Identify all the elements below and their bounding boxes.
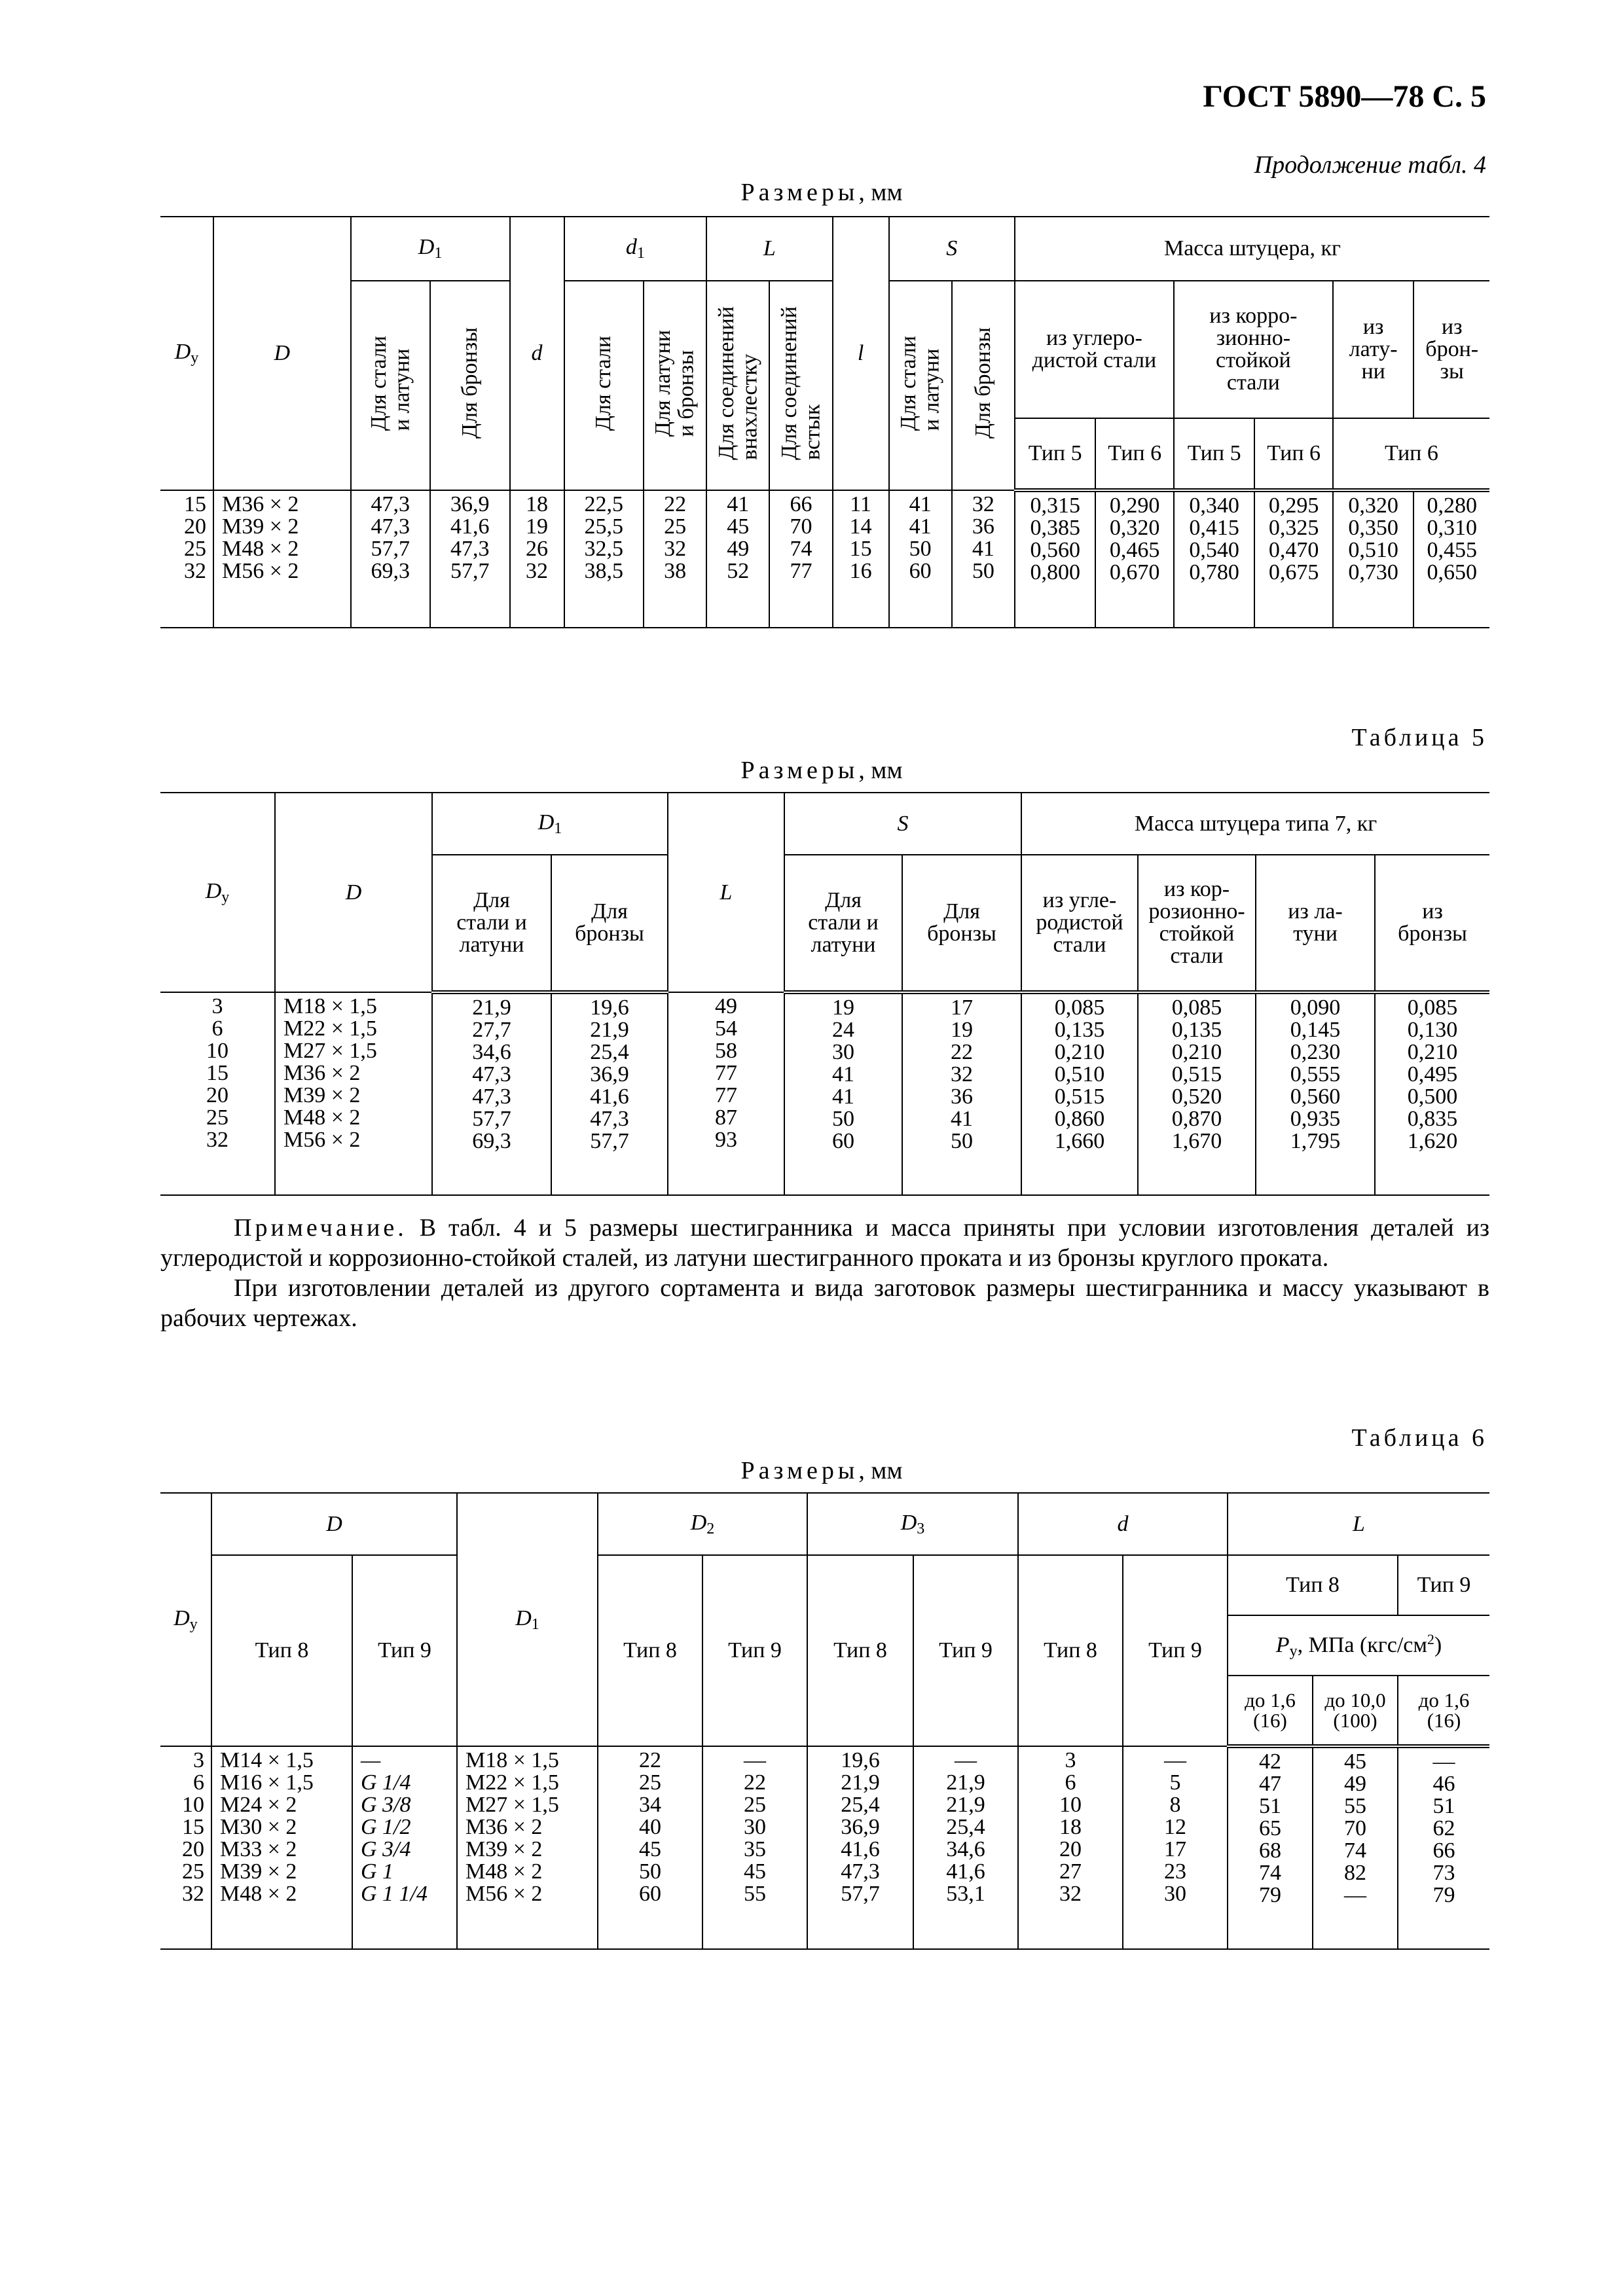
- col-header-D: D: [213, 217, 351, 490]
- col-header-mass-bronze: из бронзы: [1375, 855, 1489, 992]
- col-header-S: S: [889, 217, 1015, 281]
- col-header-type6-b: Тип 6: [1254, 418, 1332, 490]
- col-header-dy: $D_у$: [160, 1493, 211, 1746]
- col-header-d1: $d_1$: [564, 217, 707, 281]
- col-header-d-t9: Тип 9: [1123, 1555, 1228, 1746]
- cells-dy: 3 6 10 15 20 25 32: [160, 992, 275, 1195]
- cells-L-t9-16: — 46 51 62 66 73 79: [1398, 1746, 1489, 1949]
- col-header-mass-carbon: из углеро- дистой стали: [1015, 281, 1174, 418]
- col-header-S-bronze: Для бронзы: [952, 281, 1015, 490]
- units-label-tail: , мм: [858, 179, 903, 206]
- thread-designation: G 3/4: [361, 1837, 411, 1861]
- cells-D2-t9: — 22 25 30 35 45 55: [702, 1746, 807, 1949]
- col-header-D1: $D_1$: [432, 793, 668, 855]
- col-header-D3-t8: Тип 8: [807, 1555, 913, 1746]
- cells-mass-brass-6: 0,320 0,350 0,510 0,730: [1333, 490, 1414, 628]
- table-6: [160, 1492, 1489, 1950]
- col-header-py: $P_у$, МПа $(кгс/см^2)$: [1228, 1615, 1489, 1676]
- cells-S-bronze: 17 19 22 32 36 41 50: [902, 992, 1021, 1195]
- col-header-mass-brass: из лату- ни: [1333, 281, 1414, 418]
- table-6-title: Таблица 6: [1351, 1424, 1487, 1452]
- col-header-type5-a: Тип 5: [1015, 418, 1096, 490]
- cells-D1: M18 × 1,5 M22 × 1,5 M27 × 1,5 M36 × 2 M39 × 2 M48 × 2 M56 × 2: [457, 1746, 598, 1949]
- col-header-d1-steel: Для стали: [564, 281, 644, 490]
- cells-l: 11 14 15 16: [833, 490, 889, 628]
- cells-D3-t8: 19,6 21,9 25,4 36,9 41,6 47,3 57,7: [807, 1746, 913, 1949]
- note: [160, 1213, 1489, 1333]
- note-label: Примечание.: [234, 1214, 407, 1242]
- col-header-D3-t9: Тип 9: [913, 1555, 1018, 1746]
- table-5: [160, 792, 1489, 1196]
- thread-designation: G 3/8: [361, 1793, 411, 1817]
- units-label-t5: [593, 756, 1051, 785]
- cells-D1-bronze: 19,6 21,9 25,4 36,9 41,6 47,3 57,7: [551, 992, 668, 1195]
- col-header-D1-bronze: Для бронзы: [551, 855, 668, 992]
- cells-mass-carbon-6: 0,290 0,320 0,465 0,670: [1095, 490, 1173, 628]
- col-header-d: d: [1018, 1493, 1228, 1555]
- col-header-type6-a: Тип 6: [1095, 418, 1173, 490]
- col-header-D: D: [275, 793, 432, 992]
- cells-mass-bronze: 0,085 0,130 0,210 0,495 0,500 0,835 1,620: [1375, 992, 1489, 1195]
- cells-L: 49 54 58 77 77 87 93: [668, 992, 784, 1195]
- thread-designation: —: [361, 1748, 381, 1772]
- cells-D1-steel: 47,3 47,3 57,7 69,3: [351, 490, 430, 628]
- col-header-L-t8-100: до 10,0 (100): [1313, 1676, 1398, 1746]
- cells-D1-bronze: 36,9 41,6 47,3 57,7: [430, 490, 509, 628]
- col-header-type6-c: Тип 6: [1333, 418, 1489, 490]
- col-header-L-butt: Для соединений встык: [769, 281, 832, 490]
- col-header-type5-b: Тип 5: [1174, 418, 1255, 490]
- col-header-mass-bronze: из брон- зы: [1413, 281, 1489, 418]
- cells-mass-bronze-6: 0,280 0,310 0,455 0,650: [1413, 490, 1489, 628]
- units-label-t6: [593, 1456, 1051, 1485]
- col-header-d: d: [510, 217, 564, 490]
- col-header-D1: $D_1$: [351, 217, 510, 281]
- col-header-dy: $D_у$: [160, 793, 275, 992]
- col-header-L: L: [706, 217, 832, 281]
- cells-mass-brass: 0,090 0,145 0,230 0,555 0,560 0,935 1,795: [1256, 992, 1375, 1195]
- col-header-D2: $D_2$: [598, 1493, 807, 1555]
- note-paragraph-1: [160, 1213, 1489, 1273]
- cells-dy: 3 6 10 15 20 25 32: [160, 1746, 211, 1949]
- col-header-D1: $D_1$: [457, 1493, 598, 1746]
- table-5-title: Таблица 5: [1351, 724, 1487, 751]
- table-continuation-label: Продолжение табл. 4: [1254, 151, 1486, 179]
- col-header-S-bronze: Для бронзы: [902, 855, 1021, 992]
- cells-d-t9: — 5 8 12 17 23 30: [1123, 1746, 1228, 1949]
- cells-d: 18 19 26 32: [510, 490, 564, 628]
- col-header-mass-corrosion: из кор- розионно- стойкой стали: [1138, 855, 1256, 992]
- table-4: [160, 216, 1489, 628]
- cells-L-overlap: 41 45 49 52: [706, 490, 769, 628]
- col-header-dy: $D_у$: [160, 217, 213, 490]
- units-label-tail: , мм: [858, 757, 903, 784]
- cells-D: M36 × 2 M39 × 2 M48 × 2 M56 × 2: [213, 490, 351, 628]
- col-header-S-steel: Для стали и латуни: [784, 855, 902, 992]
- thread-designation: G 1 1/4: [361, 1882, 428, 1906]
- col-header-L-overlap: Для соединений внахлестку: [706, 281, 769, 490]
- cells-D1-steel: 21,9 27,7 34,6 47,3 47,3 57,7 69,3: [432, 992, 551, 1195]
- cells-dy: 15 20 25 32: [160, 490, 213, 628]
- col-header-L: L: [1228, 1493, 1489, 1555]
- cells-D3-t9: — 21,9 21,9 25,4 34,6 41,6 53,1: [913, 1746, 1018, 1949]
- col-header-d-t8: Тип 8: [1018, 1555, 1123, 1746]
- units-label-word: Размеры: [740, 757, 859, 784]
- units-label-word: Размеры: [740, 179, 859, 206]
- col-header-L-t8: Тип 8: [1228, 1555, 1398, 1615]
- cells-D2-t8: 22 25 34 40 45 50 60: [598, 1746, 702, 1949]
- cells-L-t8-16: 42 47 51 65 68 74 79: [1228, 1746, 1313, 1949]
- col-header-L-t9: Тип 9: [1398, 1555, 1489, 1615]
- units-label-tail: , мм: [858, 1457, 903, 1484]
- cells-d1-brass: 22 25 32 38: [644, 490, 706, 628]
- thread-designation: G 1/4: [361, 1770, 411, 1795]
- units-label-word: Размеры: [740, 1457, 859, 1484]
- page-header: ГОСТ 5890—78 С. 5: [1203, 79, 1486, 114]
- thread-designation: G 1: [361, 1859, 394, 1884]
- col-header-D1-bronze: Для бронзы: [430, 281, 509, 490]
- col-header-mass: Масса штуцера типа 7, кг: [1021, 793, 1489, 855]
- col-header-mass-brass: из ла- туни: [1256, 855, 1375, 992]
- col-header-D2-t9: Тип 9: [702, 1555, 807, 1746]
- cells-mass-corrosion-5: 0,340 0,415 0,540 0,780: [1174, 490, 1255, 628]
- col-header-D3: $D_3$: [807, 1493, 1018, 1555]
- cells-L-butt: 66 70 74 77: [769, 490, 832, 628]
- col-header-S-steel: Для стали и латуни: [889, 281, 952, 490]
- thread-designation: G 1/2: [361, 1815, 411, 1839]
- cells-D-t9: [352, 1746, 457, 1949]
- col-header-L-t9-16: до 1,6 (16): [1398, 1676, 1489, 1746]
- col-header-D2-t8: Тип 8: [598, 1555, 702, 1746]
- col-header-L-t8-16: до 1,6 (16): [1228, 1676, 1313, 1746]
- cells-mass-carbon: 0,085 0,135 0,210 0,510 0,515 0,860 1,660: [1021, 992, 1138, 1195]
- col-header-D-t8: Тип 8: [211, 1555, 352, 1746]
- col-header-mass-corrosion: из корро- зионно- стойкой стали: [1174, 281, 1333, 418]
- cells-L-t8-100: 45 49 55 70 74 82 —: [1313, 1746, 1398, 1949]
- col-header-D1-steel: Для стали и латуни: [432, 855, 551, 992]
- col-header-mass-carbon: из угле- родистой стали: [1021, 855, 1138, 992]
- cells-S-steel: 41 41 50 60: [889, 490, 952, 628]
- units-label: [593, 178, 1051, 207]
- cells-mass-carbon-5: 0,315 0,385 0,560 0,800: [1015, 490, 1096, 628]
- cells-d-t8: 3 6 10 18 20 27 32: [1018, 1746, 1123, 1949]
- col-header-d1-brass: Для латуни и бронзы: [644, 281, 706, 490]
- col-header-L: L: [668, 793, 784, 992]
- cells-S-bronze: 32 36 41 50: [952, 490, 1015, 628]
- col-header-D1-steel: Для стали и латуни: [351, 281, 430, 490]
- cells-mass-corrosion: 0,085 0,135 0,210 0,515 0,520 0,870 1,670: [1138, 992, 1256, 1195]
- cells-mass-corrosion-6: 0,295 0,325 0,470 0,675: [1254, 490, 1332, 628]
- col-header-D: D: [211, 1493, 457, 1555]
- col-header-D-t9: Тип 9: [352, 1555, 457, 1746]
- cells-D: M18 × 1,5 M22 × 1,5 M27 × 1,5 M36 × 2 M39 × 2 M48 × 2 M56 × 2: [275, 992, 432, 1195]
- col-header-l: l: [833, 217, 889, 490]
- cells-S-steel: 19 24 30 41 41 50 60: [784, 992, 902, 1195]
- cells-d1-steel: 22,5 25,5 32,5 38,5: [564, 490, 644, 628]
- note-text-1: В табл. 4 и 5 размеры шестигранника и масса приняты при условии изготовления деталей из углеродистой и коррозионно-стойкой сталей, из латуни шестигранного проката и из бронзы круглого проката.: [160, 1214, 1489, 1272]
- col-header-mass: Масса штуцера, кг: [1015, 217, 1489, 281]
- col-header-S: S: [784, 793, 1021, 855]
- note-paragraph-2: При изготовлении деталей из другого сортамента и вида заготовок размеры шестигранника и массу указывают в рабочих чертежах.: [160, 1274, 1489, 1332]
- cells-D-t8: M14 × 1,5 M16 × 1,5 M24 × 2 M30 × 2 M33 × 2 M39 × 2 M48 × 2: [211, 1746, 352, 1949]
